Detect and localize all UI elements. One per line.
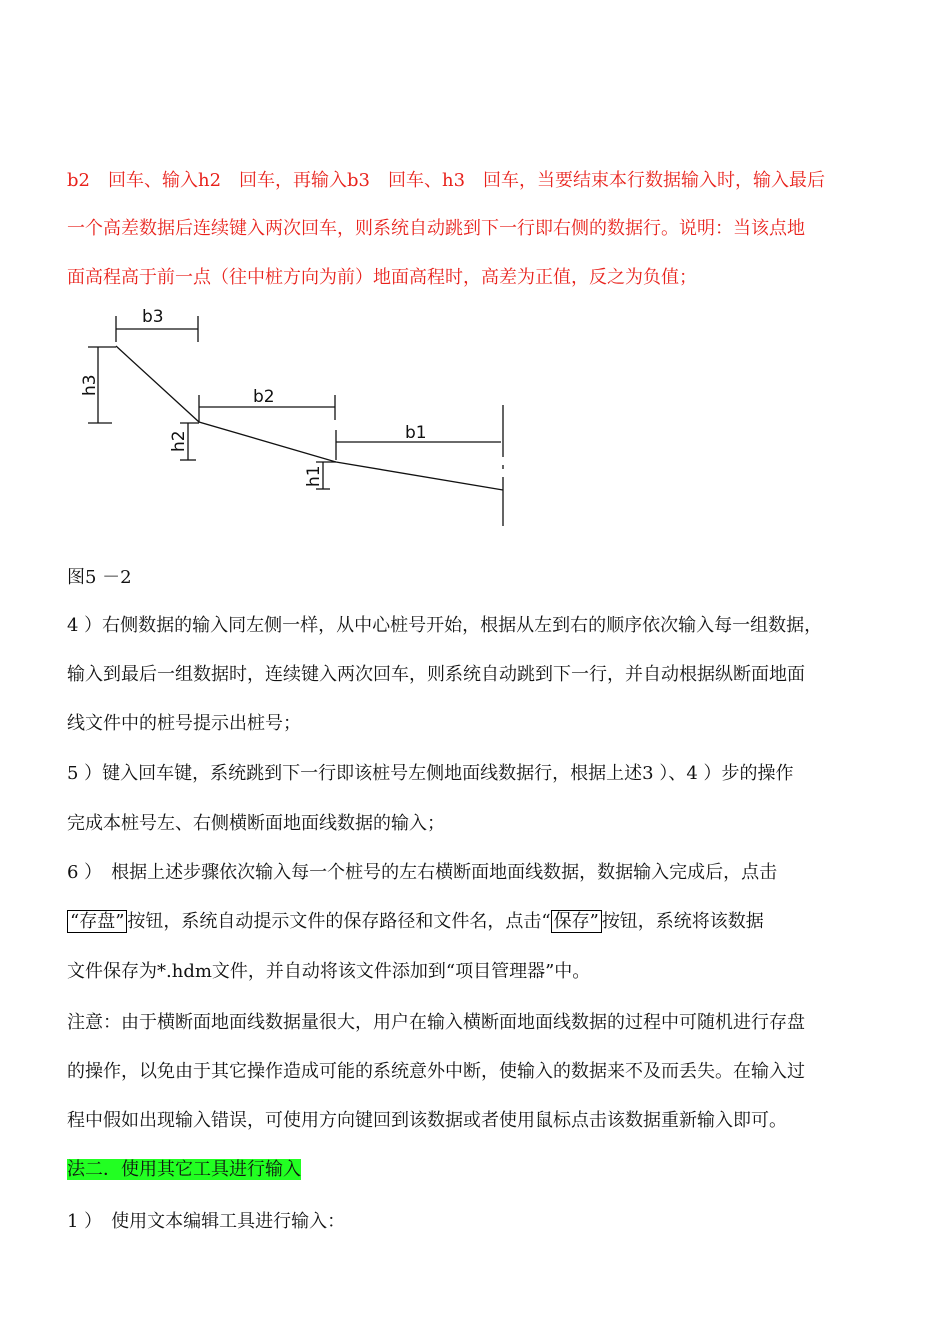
step6-line-2 <box>67 910 764 934</box>
note-line-1: 注意：由于横断面地面线数据量很大，用户在输入横断面地面线数据的过程中可随机进行存盘 <box>67 1012 805 1033</box>
method2-heading-text: 法二．使用其它工具进行输入 <box>67 1159 301 1180</box>
intro-line-1: b2 回车、输入h2 回车，再输入b3 回车、h3 回车，当要结束本行数据输入时，输入最后 <box>67 170 826 191</box>
intro-line-2: 一个高差数据后连续键入两次回车，则系统自动跳到下一行即右侧的数据行。说明：当该点地 <box>67 218 805 239</box>
label-h1: h1 <box>304 465 324 487</box>
figure-caption: 图5 －2 <box>67 567 132 588</box>
label-b3: b3 <box>142 307 164 327</box>
label-b2: b2 <box>253 387 275 407</box>
save-button-ref: 保存” <box>551 910 602 933</box>
sub1-line-1: 1 ） 使用文本编辑工具进行输入： <box>67 1211 346 1232</box>
step5-line-2: 完成本桩号左、右侧横断面地面线数据的输入； <box>67 813 445 834</box>
label-h2: h2 <box>169 430 189 452</box>
step5-line-1: 5 ）键入回车键，系统跳到下一行即该桩号左侧地面线数据行，根据上述3 ）、4 ）步的操作 <box>67 763 794 784</box>
step6-line-2-end: 按钮，系统将该数据 <box>601 911 764 932</box>
note-line-2: 的操作，以免由于其它操作造成可能的系统意外中断，使输入的数据来不及而丢失。在输入过 <box>67 1061 805 1082</box>
method2-heading <box>67 1158 301 1182</box>
cross-section-diagram <box>78 302 518 534</box>
intro-line-3: 面高程高于前一点（往中桩方向为前）地面高程时，高差为正值，反之为负值； <box>67 267 697 288</box>
step4-line-2: 输入到最后一组数据时，连续键入两次回车，则系统自动跳到下一行，并自动根据纵断面地面 <box>67 664 805 685</box>
step4-line-3: 线文件中的桩号提示出桩号； <box>67 713 301 734</box>
label-b1: b1 <box>405 423 427 443</box>
label-h3: h3 <box>80 374 100 396</box>
note-line-3: 程中假如出现输入错误，可使用方向键回到该数据或者使用鼠标点击该数据重新输入即可。 <box>67 1110 787 1131</box>
step6-line-2-mid: 按钮，系统自动提示文件的保存路径和文件名，点击“ <box>127 911 551 932</box>
step6-line-3: 文件保存为*.hdm文件，并自动将该文件添加到“项目管理器”中。 <box>67 961 591 982</box>
save-disk-button-ref: “存盘” <box>67 910 127 933</box>
step4-line-1: 4 ）右侧数据的输入同左侧一样，从中心桩号开始，根据从左到右的顺序依次输入每一组数据， <box>67 615 823 636</box>
step6-line-1: 6 ） 根据上述步骤依次输入每一个桩号的左右横断面地面线数据，数据输入完成后，点击 <box>67 862 778 883</box>
